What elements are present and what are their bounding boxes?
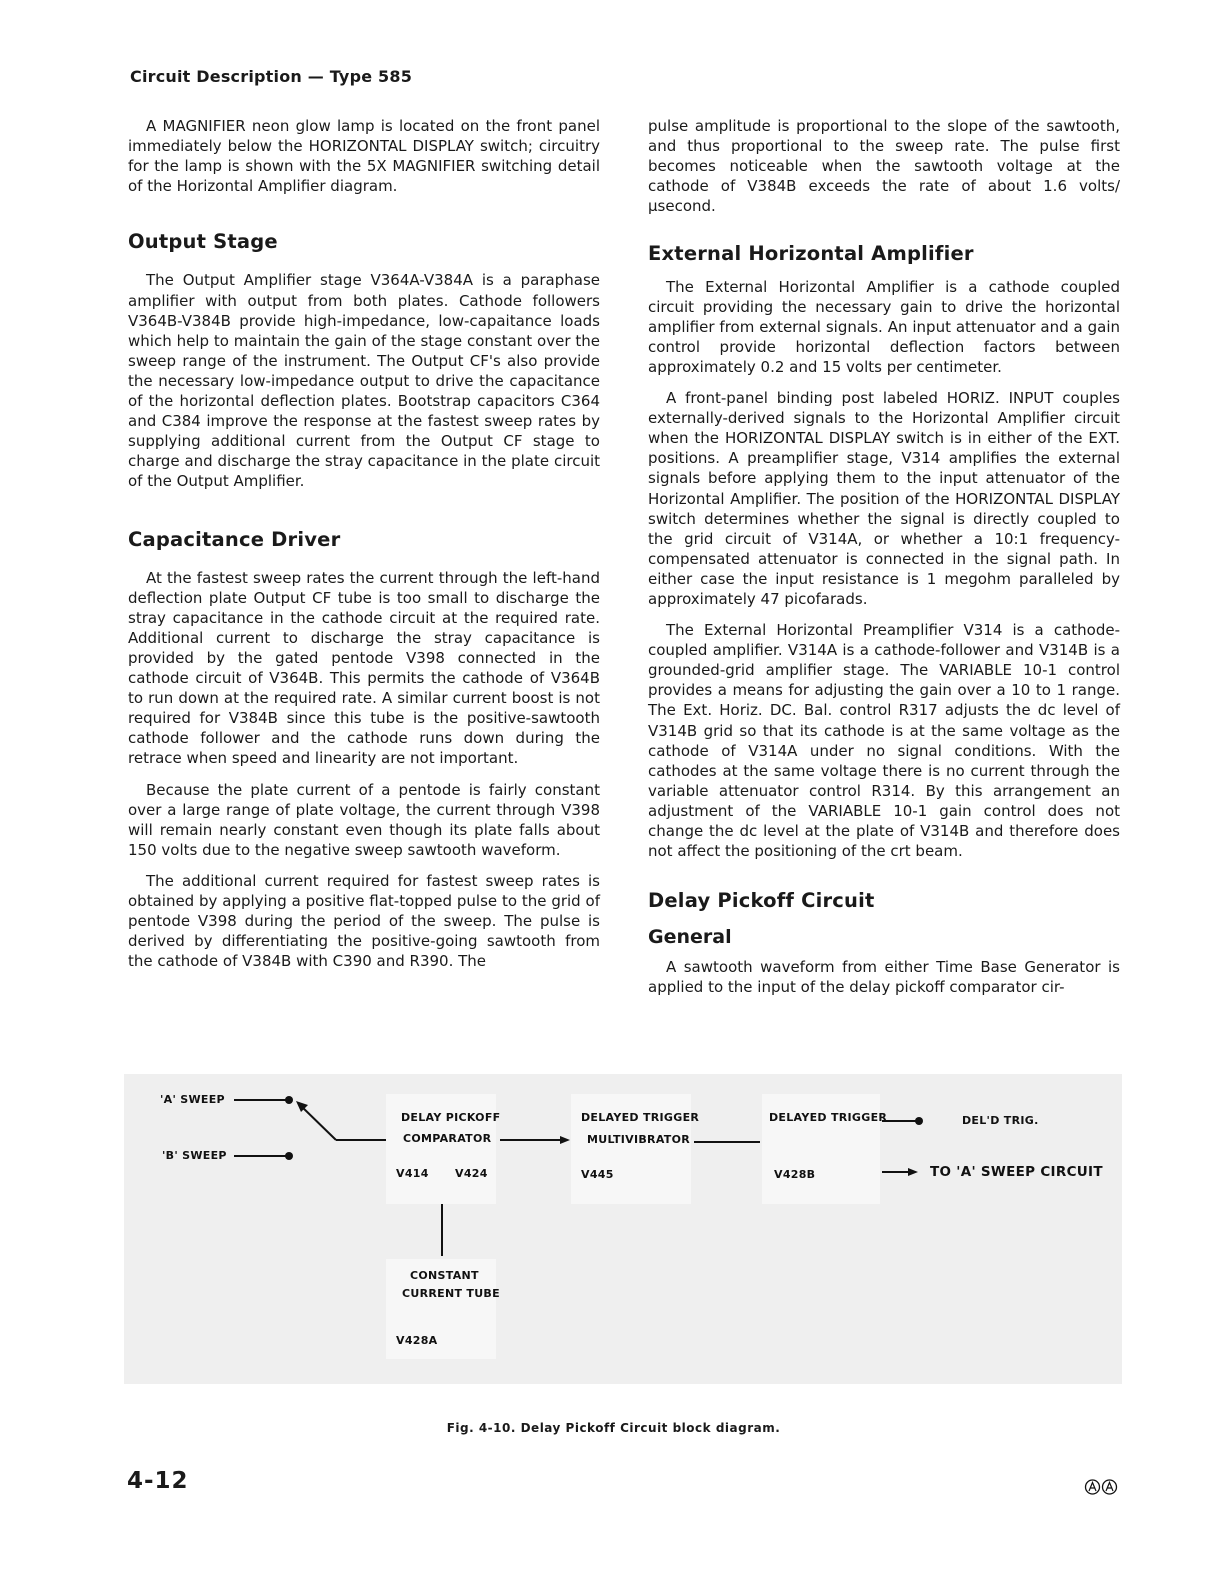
paragraph-ext-horiz-2: A front-panel binding post labeled HORIZ. INPUT couples externally-derived signals to the Horizontal Amplifier circuit when the HORIZONTAL DISPLAY switch is in either of the EXT. positions. A preamplifier stage, V314 amplifies the external signals before applying them to the input attenuator of the Horizontal Amplifier. The position of the HORIZONTAL DISPLAY switch determines whether the signal is directly coupled to the grid circuit of V314A, or whether a 10:1 frequency-compensated attenuator is connected in the signal path. In either case the input resistance is 1 megohm paralleled by approximately 47 picofarads. xyxy=(648,389,1120,608)
heading-external-horizontal-amplifier: External Horizontal Amplifier xyxy=(648,242,974,266)
right-column xyxy=(648,116,1120,1009)
b-sweep-terminal xyxy=(285,1152,293,1160)
paragraph-general: A sawtooth waveform from either Time Base Generator is applied to the input of the delay pickoff comparator cir- xyxy=(648,958,1120,997)
comparator-label-2: COMPARATOR xyxy=(403,1132,492,1145)
delayed-trigger-tube: V428B xyxy=(774,1168,816,1181)
a-sweep-terminal xyxy=(285,1096,293,1104)
heading-delay-pickoff-circuit: Delay Pickoff Circuit xyxy=(648,889,875,913)
multivibrator-label-2: MULTIVIBRATOR xyxy=(587,1133,691,1146)
heading-general: General xyxy=(648,926,732,949)
comparator-arrowhead xyxy=(560,1136,570,1144)
paragraph-magnifier: A MAGNIFIER neon glow lamp is located on the front panel immediately below the HORIZONTAL DISPLAY switch; circuitry for the lamp is shown with the 5X MAGNIFIER switching detail of the Horizontal Amplifier diagram. xyxy=(128,117,600,196)
heading-capacitance-driver: Capacitance Driver xyxy=(128,527,341,551)
comparator-tube-1: V414 xyxy=(396,1167,429,1180)
delayed-trig-terminal xyxy=(915,1117,923,1125)
left-column xyxy=(128,116,600,982)
multivibrator-label-1: DELAYED TRIGGER xyxy=(581,1111,700,1124)
to-a-sweep-arrowhead xyxy=(908,1168,918,1176)
b-sweep-label: 'B' SWEEP xyxy=(162,1149,227,1162)
figure-caption: Fig. 4-10. Delay Pickoff Circuit block diagram. xyxy=(446,1421,781,1435)
paragraph-ext-horiz-1: The External Horizontal Amplifier is a cathode coupled circuit providing the necessary gain to drive the horizontal amplifier from external signals. An input attenuator and a gain control provide horizontal deflection factors between approximately 0.2 and 15 volts per centimeter. xyxy=(648,277,1120,376)
delayed-trigger-label: DELAYED TRIGGER xyxy=(769,1111,888,1124)
paragraph-capacitance-2: Because the plate current of a pentode is fairly constant over a large range of plate voltage, the current through V398 will remain nearly constant even though its plate falls about 150 volts due to the negative sweep sawtooth waveform. xyxy=(128,780,600,859)
page-number: 4-12 xyxy=(127,1468,189,1494)
paragraph-capacitance-1: At the fastest sweep rates the current through the left-hand deflection plate Output CF tube is too small to discharge the stray capacitance in the cathode circuit at the required rate. Additional current to discharge the stray capacitance is provided by the gated pentode V398 connected in the cathode circuit of V364B. This permits the cathode of V364B to run down at the required rate. A similar current boost is not required for V384B since this tube is the positive-sawtooth cathode follower and the cathode runs down during the retrace when speed and linearity are not important. xyxy=(128,568,600,768)
constant-current-label-1: CONSTANT xyxy=(410,1269,479,1282)
paragraph-pulse-continued: pulse amplitude is proportional to the slope of the sawtooth, and thus proportional to the sweep rate. The pulse first becomes noticeable when the sawtooth voltage at the cathode of V384B exceeds the rate of about 1.6 volts/μsecond. xyxy=(648,117,1120,216)
comparator-label-1: DELAY PICKOFF xyxy=(401,1111,501,1124)
delayed-trig-output-label: DEL'D TRIG. xyxy=(962,1114,1039,1127)
constant-current-tube: V428A xyxy=(396,1334,438,1347)
to-a-sweep-output-label: TO 'A' SWEEP CIRCUIT xyxy=(930,1164,1103,1180)
switch-arm xyxy=(299,1104,336,1140)
block-diagram-figure xyxy=(124,1074,1122,1384)
multivibrator-tube: V445 xyxy=(581,1168,614,1181)
heading-output-stage: Output Stage xyxy=(128,230,278,254)
a-sweep-label: 'A' SWEEP xyxy=(160,1093,225,1106)
constant-current-label-2: CURRENT TUBE xyxy=(402,1287,500,1300)
paragraph-capacitance-3: The additional current required for fastest sweep rates is obtained by applying a positive flat-topped pulse to the grid of pentode V398 during the period of the sweep. The pulse is derived by differentiating the positive-going sawtooth from the cathode of V384B with C390 and R390. The xyxy=(128,871,600,971)
publisher-logo-icon xyxy=(1084,1478,1118,1496)
paragraph-output-stage: The Output Amplifier stage V364A-V384A is a paraphase amplifier with output from both plates. Cathode followers V364B-V384B provide high-impedance, low-capaitance loads which help to maintain the gain of the stage constant over the sweep range of the instrument. The Output CF's also provide the necessary low-impedance output to drive the capacitance of the horizontal deflection plates. Bootstrap capacitors C364 and C384 improve the response at the fastest sweep rates by supplying additional current from the Output CF stage to charge and discharge the stray capacitance in the plate circuit of the Output Amplifier. xyxy=(128,271,600,491)
running-head: Circuit Description — Type 585 xyxy=(130,67,413,86)
paragraph-ext-horiz-3: The External Horizontal Preamplifier V314 is a cathode-coupled amplifier. V314A is a cathode-follower and V314B is a grounded-grid amplifier stage. The VARIABLE 10-1 control provides a means for adjusting the gain over a 10 to 1 range. The Ext. Horiz. DC. Bal. control R317 adjusts the dc level of V314B grid so that its cathode is at the same voltage as the cathode of V314A under no signal conditions. With the cathodes at the same voltage there is no current through the variable attenuator control R314. By this arrangement an adjustment of the VARIABLE 10-1 gain control does not change the dc level at the plate of V314B and therefore does not affect the positioning of the crt beam. xyxy=(648,621,1120,861)
comparator-tube-2: V424 xyxy=(455,1167,488,1180)
